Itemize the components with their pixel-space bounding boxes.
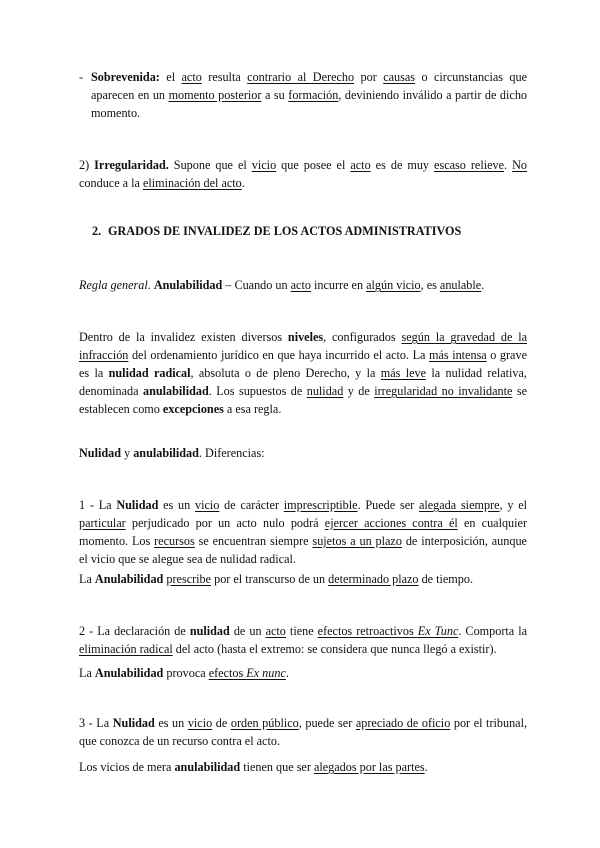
list-dash: - [79, 70, 84, 84]
paragraph-regla-general: Regla general. Anulabilidad – Cuando un acto incurre en algún vicio, es anulable. [79, 278, 485, 292]
paragraph-anulabilidad-3: Los vicios de mera anulabilidad tienen que ser alegados por las partes. [79, 760, 428, 774]
paragraph-niveles: Dentro de la invalidez existen diversos niveles, configurados según la gravedad de la infracción del ordenamiento jurídico en que haya incurrido el acto. La más intensa o grave es la nulidad radical, absoluta o de pleno Derecho, y la más leve la nulidad relativa, denominada anulabilidad. Los supuestos de nulidad y de irregularidad no invalidante se establecen como excepciones a esa regla. [79, 330, 527, 416]
paragraph-irregularidad: 2) Irregularidad. Supone que el vicio que posee el acto es de muy escaso relieve. No conduce a la eliminación del acto. [79, 158, 527, 190]
paragraph-sobrevenida: Sobrevenida: el acto resulta contrario al Derecho por causas o circunstancias que aparecen en un momento posterior a su formación, deviniendo inválido a partir de dicho momento. [91, 70, 528, 120]
paragraph-diferencia-3: 3 - La Nulidad es un vicio de orden público, puede ser apreciado de oficio por el tribunal, que conozca de un recurso contra el acto. [79, 716, 528, 748]
paragraph-anulabilidad-1: La Anulabilidad prescribe por el transcurso de un determinado plazo de tiempo. [79, 572, 474, 586]
paragraph-diferencia-1: 1 - La Nulidad es un vicio de carácter imprescriptible. Puede ser alegada siempre, y el particular perjudicado por un acto nulo podrá ejercer acciones contra él en cualquier momento. Los recursos se encuentran siempre sujetos a un plazo de interposición, aunque el vicio que se alegue sea de nulidad radical. [79, 498, 528, 566]
paragraph-anulabilidad-2: La Anulabilidad provoca efectos Ex nunc. [79, 666, 289, 680]
section-heading: 2. GRADOS DE INVALIDEZ DE LOS ACTOS ADMINISTRATIVOS [92, 224, 462, 238]
paragraph-diferencia-2: 2 - La declaración de nulidad de un acto tiene efectos retroactivos Ex Tunc. Comporta la eliminación radical del acto (hasta el extremo: se considera que nunca llegó a existir). [79, 624, 528, 656]
paragraph-diferencias: Nulidad y anulabilidad. Diferencias: [79, 446, 265, 460]
